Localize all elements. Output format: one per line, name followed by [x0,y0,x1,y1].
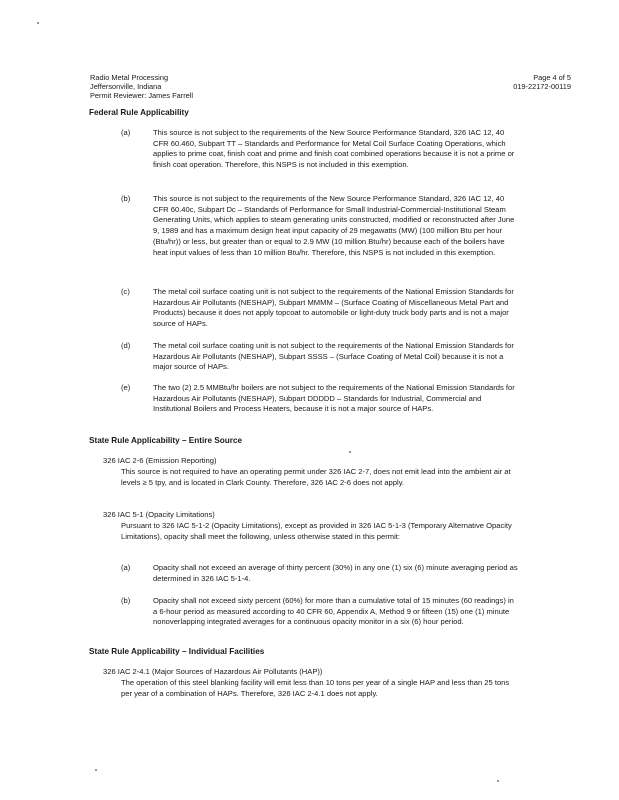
scan-speck [497,780,499,782]
header-page-number: Page 4 of 5 [533,73,571,82]
header-company: Radio Metal Processing [90,73,169,82]
federal-item-c-text: The metal coil surface coating unit is not subject to the requirements of the National Emission Standards for Hazardous Air Pollutants (NESHAP), Subpart MMMM – (Surface Coating of Miscellaneous Metal Part and Products) because it does not apply topcoat to automobile or light-duty truck body parts and is not a major source of HAPs. [153,287,514,329]
federal-item-a-label: (a) [121,128,131,137]
rule-body-hap: The operation of this steel blanking facility will emit less than 10 tons per year of a single HAP and less than 25 tons per year of a combination of HAPs. Therefore, 326 IAC 2-4.1 does not apply. [121,678,510,698]
section-title-state-entire: State Rule Applicability – Entire Source [89,436,243,445]
header-left [90,73,193,100]
opacity-item-a-label: (a) [121,563,131,572]
scan-speck [37,22,39,24]
rule-title-hap: 326 IAC 2-4.1 (Major Sources of Hazardous Air Pollutants (HAP)) [103,667,323,676]
federal-item-e-text: The two (2) 2.5 MMBtu/hr boilers are not subject to the requirements of the National Emission Standards for Hazardous Air Pollutants (NESHAP), Subpart DDDDD – Standards for Industrial, Commercial and Institutional Boilers and Process Heaters, because it is not a major source of HAPs. [153,383,515,414]
federal-item-a-text: This source is not subject to the requirements of the New Source Performance Standard, 326 IAC 12, 40 CFR 60.460, Subpart TT – Standards and Performance for Metal Coil Surface Coating Operations, which applies to prime coat, finish coat and prime and finish coat combined operations because it is not a prime or finish coat operation. Therefore, this NSPS is not included in this exemption. [153,128,515,170]
opacity-item-b-text: Opacity shall not exceed sixty percent (60%) for more than a cumulative total of 15 minutes (60 readings) in a 6-hour period as measured according to 40 CFR 60, Appendix A, Method 9 or fifteen (15) one (1) minute nonoverlapping integrated averages for a continuous opacity monitor in a six (6) hour period. [153,596,514,627]
section-title-federal: Federal Rule Applicability [89,108,189,117]
opacity-item-a-text: Opacity shall not exceed an average of thirty percent (30%) in any one (1) six (6) minute averaging period as determined in 326 IAC 5-1-4. [153,563,518,583]
scan-speck [95,769,97,771]
federal-item-c-label: (c) [121,287,130,296]
opacity-item-b-label: (b) [121,596,131,605]
header-reviewer: Permit Reviewer: James Farrell [90,91,194,100]
header-permit-number: 019-22172-00119 [513,82,571,91]
federal-item-d-text: The metal coil surface coating unit is not subject to the requirements of the National Emission Standards for Hazardous Air Pollutants (NESHAP), Subpart SSSS – (Surface Coating of Metal Coil) because it is not a major source of HAPs. [153,341,514,372]
scan-speck [349,451,351,453]
rule-title-opacity: 326 IAC 5-1 (Opacity Limitations) [103,510,215,519]
header-location: Jeffersonville, Indiana [90,82,162,91]
federal-item-b-label: (b) [121,194,131,203]
rule-body-emission-reporting: This source is not required to have an operating permit under 326 IAC 2-7, does not emit lead into the ambient air at levels ≥ 5 tpy, and is located in Clark County. Therefore, 326 IAC 2-6 does not apply. [121,467,511,487]
federal-item-d-label: (d) [121,341,131,350]
rule-body-opacity: Pursuant to 326 IAC 5-1-2 (Opacity Limitations), except as provided in 326 IAC 5-1-3 (Temporary Alternative Opacity Limitations), opacity shall meet the following, unless otherwise stated in this permit: [121,521,512,541]
federal-item-b-text: This source is not subject to the requirements of the New Source Performance Standard, 326 IAC 12, 40 CFR 60.40c, Subpart Dc – Standards of Performance for Small Industrial-Commercial-Institutional Steam Generating Units, which applies to steam generating units constructed, modified or reconstructed after June 9, 1989 and has a maximum design heat input capacity of 29 megawatts (MW) (100 million Btu per hour (Btu/hr)) or less, but greater than or equal to 2.9 MW (10 million Btu/hr) because each of the boilers have heat input values of less than 10 million Btu/hr. Therefore, this NSPS is not included in this exemption. [153,194,515,257]
section-title-state-individual: State Rule Applicability – Individual Facilities [89,647,265,656]
header-right [513,73,571,91]
federal-item-e-label: (e) [121,383,131,392]
rule-title-emission-reporting: 326 IAC 2-6 (Emission Reporting) [103,456,217,465]
